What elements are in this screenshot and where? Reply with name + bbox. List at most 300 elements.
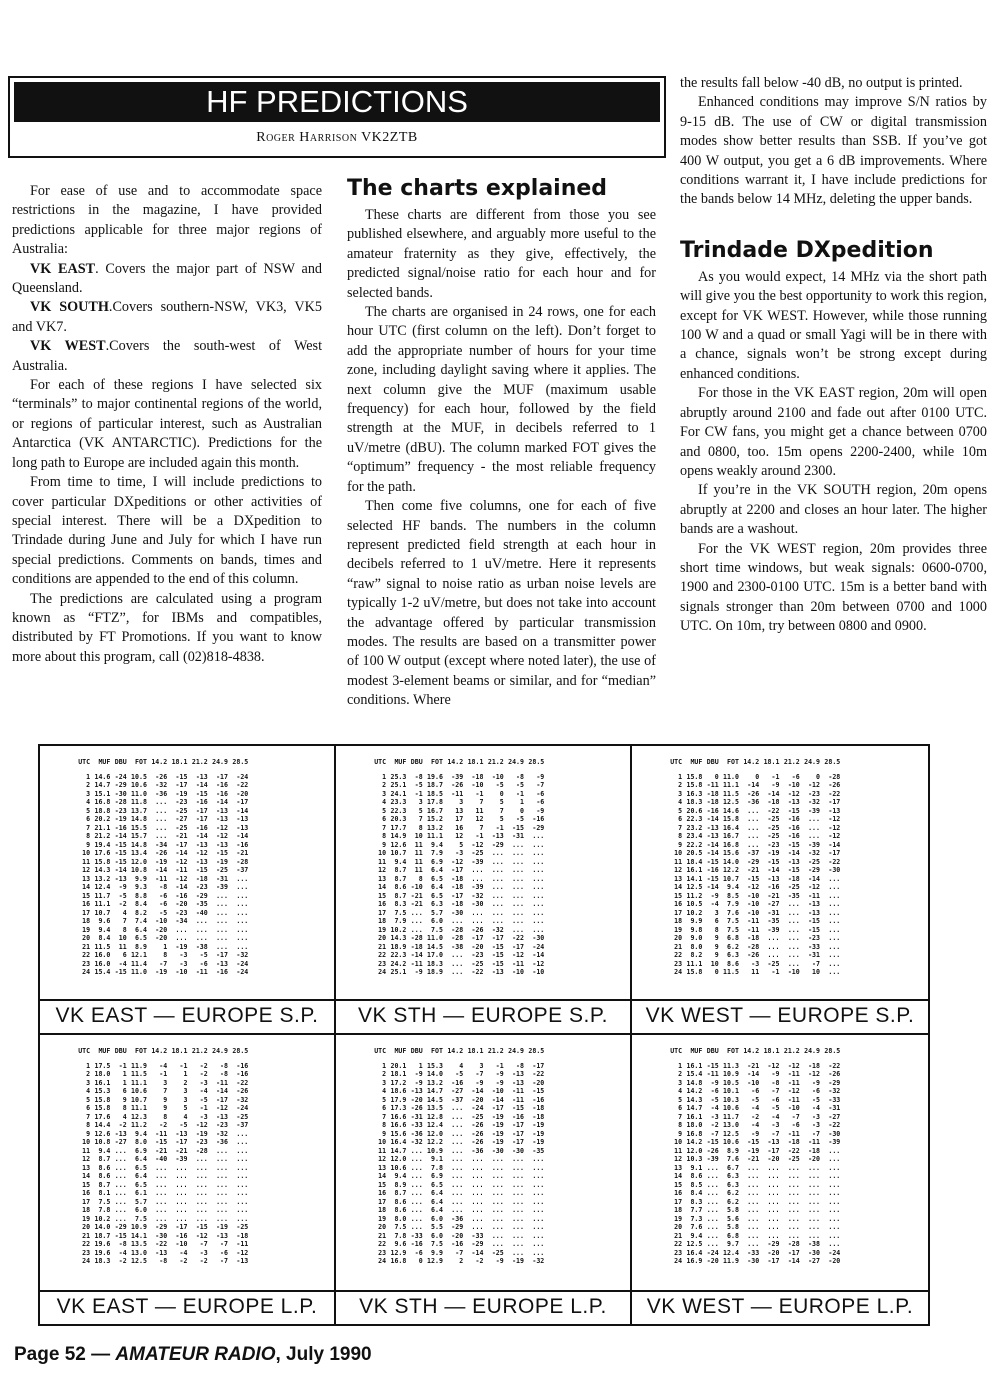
table-cell: ... — [491, 1155, 504, 1163]
table-cell: 7.5 — [394, 1223, 407, 1231]
table-cell: ... — [532, 925, 545, 934]
table-cell: -1 — [118, 1061, 127, 1070]
table-cell: ... — [471, 1197, 484, 1206]
table-row — [76, 883, 250, 892]
table-cell: 12.8 — [427, 1112, 443, 1121]
table-cell: -31 — [512, 832, 524, 840]
table-cell: 13.2 — [94, 874, 111, 883]
table-cell: ... — [828, 1206, 841, 1214]
table-cell: ... — [471, 1214, 484, 1223]
table-cell: 18.7 — [94, 1231, 111, 1240]
table-cell: ... — [828, 908, 841, 917]
table-cell: ... — [175, 1163, 188, 1172]
table-cell: -12 — [808, 883, 820, 891]
table-cell: ... — [532, 1214, 545, 1223]
table-cell: 7 — [479, 798, 484, 806]
table-cell: 8.9 — [135, 942, 147, 951]
table-cell: 12.9 — [427, 1257, 443, 1265]
table-cell: -17 — [787, 1248, 800, 1257]
table-cell: -26 — [471, 1129, 484, 1138]
table-row — [668, 1164, 842, 1173]
table-cell: ... — [114, 1189, 127, 1197]
table-cell: 15 — [82, 1180, 91, 1189]
table-cell: ... — [195, 1155, 208, 1163]
table-cell: ... — [236, 1146, 249, 1155]
panel-title: VK STH — EUROPE L.P. — [336, 1290, 630, 1322]
table-cell: -1 — [495, 1061, 504, 1070]
table-cell: 22 — [82, 1240, 91, 1248]
table-cell: -26 — [236, 1087, 249, 1095]
table-row — [76, 1172, 250, 1181]
table-cell: -19 — [532, 1121, 545, 1129]
table-row — [668, 1240, 842, 1249]
prediction-panel — [336, 746, 632, 1035]
table-cell: 1 — [418, 1061, 423, 1070]
paragraph: As you would expect, 14 MHz via the short path will give you the best opportunity to work this region, except for VK WEST. However, while those running 100 W and a quad or small Yagi will be in there with a chance, signals won’t be strong except during enhanced conditions. — [680, 268, 987, 382]
table-cell: -20 — [767, 1248, 780, 1257]
table-cell: -9 — [771, 781, 780, 789]
table-cell: 6.5 — [431, 1180, 443, 1189]
table-cell: -12 — [787, 789, 800, 798]
table-cell: 7.6 — [727, 1155, 739, 1163]
table-cell: 8 — [678, 1121, 683, 1129]
table-cell: 8.7 — [394, 891, 407, 900]
table-cell: -28 — [114, 798, 127, 806]
table-cell: -16 — [175, 891, 188, 900]
table-cell: -10 — [747, 900, 760, 908]
table-cell: 1 — [382, 772, 387, 781]
column-header: 18.1 — [763, 1047, 780, 1055]
table-cell: ... — [787, 1172, 800, 1180]
table-cell: ... — [512, 1180, 524, 1189]
table-cell: -28 — [451, 934, 464, 942]
table-cell: 8 — [382, 1121, 387, 1129]
table-cell: 8.3 — [690, 1197, 703, 1206]
table-cell: ... — [236, 925, 249, 934]
table-cell: 11.5 — [131, 1070, 147, 1078]
table-cell: 13 — [674, 1163, 683, 1172]
table-row — [372, 1164, 546, 1173]
table-cell: ... — [236, 1163, 249, 1172]
table-cell: 19 — [674, 1214, 683, 1223]
table-cell: -11 — [747, 925, 760, 934]
table-cell: 10.6 — [131, 1087, 147, 1095]
column-header: 24.9 — [212, 758, 228, 766]
table-cell: 6.3 — [727, 1172, 739, 1180]
table-cell: -30 — [155, 1231, 168, 1240]
table-cell: 18.0 — [94, 1070, 111, 1078]
table-cell: ... — [767, 1189, 780, 1197]
table-cell: -29 — [195, 891, 208, 900]
table-cell: -25 — [787, 1155, 800, 1163]
table-cell: ... — [491, 1197, 504, 1206]
table-cell: -32 — [216, 1129, 228, 1138]
table-cell: 5 — [86, 1095, 91, 1104]
table-cell: 6.7 — [727, 1163, 739, 1172]
table-cell: -9 — [710, 1078, 719, 1087]
table-cell: 7.5 — [431, 1240, 443, 1248]
table-cell: ... — [787, 1223, 800, 1231]
table-cell: ... — [828, 959, 841, 968]
table-cell: -19 — [532, 1129, 545, 1138]
table-cell: 19 — [378, 925, 387, 934]
table-cell: 13 — [455, 806, 464, 815]
table-cell: -18 — [808, 1146, 820, 1155]
table-cell: 16 — [674, 1189, 683, 1197]
table-cell: 14.2 — [686, 1138, 703, 1146]
table-cell: 12 — [378, 866, 387, 874]
table-cell: -33 — [410, 1231, 423, 1240]
table-cell: ... — [195, 1180, 208, 1189]
table-cell: 5.7 — [431, 908, 443, 917]
table-cell: -8 — [159, 1257, 168, 1265]
table-cell: -26 — [410, 1104, 423, 1112]
table-cell: -11 — [787, 1095, 800, 1104]
table-cell: -2 — [710, 1121, 719, 1129]
table-cell: -8 — [159, 883, 168, 891]
table-cell: 15.1 — [94, 789, 111, 798]
table-row — [668, 1189, 842, 1198]
table-cell: ... — [747, 806, 760, 815]
table-cell: -17 — [767, 1146, 780, 1155]
table-cell: -19 — [114, 815, 127, 823]
table-cell: -26 — [155, 772, 168, 781]
table-cell: 10.5 — [723, 1078, 739, 1087]
table-cell: 14 — [674, 883, 683, 891]
table-cell: 4 — [86, 798, 91, 806]
table-cell: ... — [410, 1155, 423, 1163]
table-row — [76, 909, 250, 918]
table-cell: -4 — [710, 900, 719, 908]
table-cell: 15.4 — [94, 968, 111, 976]
table-cell: ... — [532, 866, 545, 874]
table-cell: -17 — [175, 840, 188, 849]
table-cell: 0 — [714, 968, 719, 976]
table-cell: 11.5 — [723, 968, 739, 976]
table-cell: ... — [410, 1172, 423, 1180]
table-cell: 17.6 — [94, 1112, 111, 1121]
table-cell: 16 — [378, 900, 387, 908]
table-cell: 6.5 — [431, 891, 443, 900]
table-cell: ... — [114, 1206, 127, 1214]
table-cell: -11 — [787, 1129, 800, 1138]
table-cell: ... — [767, 1163, 780, 1172]
table-cell: -23 — [195, 883, 208, 891]
table-cell: -8 — [771, 1078, 780, 1087]
table-cell: -18 — [767, 798, 780, 806]
table-cell: 20 — [674, 934, 683, 942]
table-cell: 10.2 — [390, 925, 407, 934]
table-cell: 14.3 — [686, 1095, 703, 1104]
table-cell: 2 — [86, 781, 91, 789]
table-cell: -24 — [236, 772, 249, 781]
table-cell: -35 — [532, 1146, 545, 1155]
table-row — [76, 926, 250, 935]
table-cell: 17 — [455, 815, 464, 823]
table-cell: -4 — [118, 959, 127, 968]
table-cell: 11 — [414, 849, 423, 857]
region-vk-west — [12, 337, 322, 376]
table-cell: 16.8 — [686, 1129, 703, 1138]
table-cell: -26 — [828, 781, 841, 789]
table-cell: ... — [451, 1104, 464, 1112]
table-cell: -16 — [767, 883, 780, 891]
table-cell: ... — [767, 942, 780, 951]
column-header: 14.2 — [743, 758, 760, 766]
table-cell: -7 — [220, 1257, 228, 1265]
table-cell: -20 — [451, 1231, 464, 1240]
table-cell: -23 — [808, 789, 820, 798]
table-cell: -14 — [828, 840, 841, 849]
table-cell: 7.9 — [394, 917, 407, 925]
table-cell: ... — [216, 1214, 228, 1223]
table-cell: -1 — [179, 1061, 188, 1070]
table-cell: ... — [175, 1189, 188, 1197]
table-cell: 11.1 — [131, 1078, 147, 1087]
table-cell: 20 — [82, 934, 91, 942]
table-cell: ... — [216, 942, 228, 951]
table-cell: 16.4 — [390, 1138, 407, 1146]
table-cell: ... — [532, 908, 545, 917]
column-header: MUF — [690, 758, 703, 766]
table-cell: -32 — [828, 1087, 841, 1095]
table-row — [668, 781, 842, 790]
table-cell: -4 — [751, 1121, 760, 1129]
table-cell: ... — [216, 1197, 228, 1206]
table-row — [76, 1130, 250, 1139]
table-cell: ... — [451, 951, 464, 959]
table-cell: -15 — [216, 849, 228, 857]
prediction-table — [668, 758, 842, 977]
column-header: DBU — [114, 758, 127, 766]
table-cell: 5 — [499, 815, 504, 823]
table-cell: ... — [491, 874, 504, 883]
table-row — [372, 1181, 546, 1190]
table-cell: -14 — [787, 1257, 800, 1265]
table-cell: ... — [828, 942, 841, 951]
table-cell: 0 — [520, 806, 524, 815]
table-cell: 20 — [378, 1223, 387, 1231]
column-header: DBU — [114, 1047, 127, 1055]
column-header: MUF — [394, 1047, 407, 1055]
table-cell: 10.6 — [390, 1163, 407, 1172]
table-cell: 7 — [479, 823, 484, 832]
table-row — [76, 832, 250, 841]
table-row — [372, 1096, 546, 1105]
table-cell: 23.3 — [390, 798, 407, 806]
table-cell: ... — [216, 1163, 228, 1172]
table-cell: ... — [175, 1197, 188, 1206]
table-cell: 21 — [674, 942, 683, 951]
table-cell: -19 — [747, 1146, 760, 1155]
table-cell: ... — [451, 917, 464, 925]
table-cell: -19 — [532, 1138, 545, 1146]
table-cell: 11.0 — [723, 772, 739, 781]
column-header: 24.9 — [212, 1047, 228, 1055]
page-number: Page 52 — — [14, 1344, 116, 1365]
table-cell: -13 — [216, 840, 228, 849]
table-cell: 24 — [82, 968, 91, 976]
table-cell: ... — [216, 1189, 228, 1197]
table-cell: -17 — [175, 1138, 188, 1146]
table-cell: ... — [155, 823, 168, 832]
table-cell: 10.2 — [686, 908, 703, 917]
table-cell: 10 — [118, 934, 127, 942]
table-cell: ... — [216, 1206, 228, 1214]
paragraph: These charts are different from those you see published elsewhere, and arguably more useful to the amateur fraternity as they give, effectively, the predicted signal/noise ratio for each hour and for selected bands. — [347, 207, 656, 301]
table-cell: 8.7 — [394, 874, 407, 883]
table-cell: ... — [410, 1189, 423, 1197]
table-cell: 8.2 — [690, 951, 703, 959]
table-cell: 11.8 — [131, 798, 147, 806]
table-cell: ... — [236, 900, 249, 908]
paragraph: Then come five columns, one for each of five selected HF bands. The numbers in the column represent predicted field strength at each hour in decibels referred to 1 uV/metre. Here it represents “raw” signal to noise ratio as urban noise levels are typically 1-2 uV/metre, but does not take into account the advantage offered by particular transmission modes. The results are based on a transmitter power of 100 W output (except where noted later), the use of modest 3-element beams or similar, and for “median” conditions. Where — [347, 498, 656, 709]
table-cell: -15 — [787, 840, 800, 849]
table-cell: -11 — [512, 959, 524, 968]
table-cell: -11 — [236, 1240, 249, 1248]
byline: Roger Harrison VK2ZTB — [256, 130, 418, 145]
table-cell: 9 — [86, 840, 91, 849]
table-cell: 21 — [378, 942, 387, 951]
table-cell: -15 — [155, 1138, 168, 1146]
region-text: .Covers the south-west of West Australia. — [12, 338, 323, 374]
table-row — [76, 807, 250, 816]
table-cell: ... — [491, 849, 504, 857]
table-cell: ... — [787, 959, 800, 968]
table-cell: -3 — [199, 1248, 208, 1257]
table-cell: ... — [155, 1214, 168, 1223]
table-cell: ... — [828, 1214, 841, 1223]
column-header: UTC — [374, 1047, 387, 1055]
table-cell: 0 — [499, 789, 504, 798]
table-cell: 1 — [86, 772, 91, 781]
column-header: 24.9 — [804, 1047, 820, 1055]
prediction-table — [372, 1047, 546, 1266]
table-cell: -12 — [787, 1087, 800, 1095]
table-row — [76, 1240, 250, 1249]
table-cell: ... — [236, 1138, 249, 1146]
table-cell: -29 — [491, 840, 504, 849]
table-cell: -16 — [114, 823, 127, 832]
table-cell: 14.8 — [131, 815, 147, 823]
table-row — [76, 1215, 250, 1224]
table-cell: -9 — [414, 1070, 423, 1078]
table-cell: -23 — [195, 1138, 208, 1146]
column-header: 14.2 — [447, 1047, 464, 1055]
table-cell: -29 — [747, 857, 760, 866]
table-cell: 15.8 — [723, 815, 739, 823]
table-cell: ... — [828, 1231, 841, 1240]
table-row — [372, 1240, 546, 1249]
table-row — [372, 926, 546, 935]
table-cell: -36 — [471, 1146, 484, 1155]
table-cell: 5.8 — [727, 1223, 739, 1231]
table-row — [668, 866, 842, 875]
table-cell: -14 — [114, 832, 127, 840]
table-cell: 7 — [86, 1112, 91, 1121]
table-cell: ... — [410, 917, 423, 925]
table-cell: -2 — [199, 1257, 208, 1265]
table-cell: ... — [512, 849, 524, 857]
table-cell: ... — [512, 1172, 524, 1180]
table-cell: -10 — [175, 968, 188, 976]
column-header: UTC — [78, 758, 91, 766]
prediction-table — [76, 1047, 250, 1266]
table-cell: -15 — [747, 874, 760, 883]
table-cell: -12 — [195, 1231, 208, 1240]
table-cell: 13 — [674, 874, 683, 883]
table-cell: -28 — [747, 942, 760, 951]
table-cell: 8.6 — [394, 1197, 407, 1206]
table-cell: -33 — [471, 1231, 484, 1240]
table-cell: 16.8 — [390, 1257, 407, 1265]
table-row — [76, 1096, 250, 1105]
table-cell: 7.7 — [690, 1206, 703, 1214]
table-cell: -24 — [114, 772, 127, 781]
table-cell: 7.5 — [727, 917, 739, 925]
table-cell: 9.4 — [394, 1172, 407, 1180]
table-cell: -7 — [199, 1240, 208, 1248]
table-cell: ... — [216, 917, 228, 925]
table-cell: ... — [706, 1163, 719, 1172]
table-cell: -25 — [767, 815, 780, 823]
table-cell: -11 — [155, 1129, 168, 1138]
table-row — [668, 1062, 842, 1071]
table-cell: 18.3 — [427, 959, 443, 968]
table-cell: 6.5 — [135, 934, 147, 942]
table-cell: 11.0 — [131, 789, 147, 798]
table-cell: -21 — [747, 866, 760, 874]
table-cell: 17 — [378, 1197, 387, 1206]
table-cell: 9.4 — [394, 857, 407, 866]
table-cell: -26 — [828, 1070, 841, 1078]
table-cell: 23 — [378, 1248, 387, 1257]
table-cell: 14.5 — [427, 1095, 443, 1104]
table-cell: -6 — [536, 789, 545, 798]
table-cell: -16 — [451, 1078, 464, 1087]
table-cell: -38 — [808, 1240, 820, 1248]
table-cell: 8.1 — [98, 1189, 111, 1197]
table-row — [76, 798, 250, 807]
table-cell: 10.3 — [686, 1155, 703, 1163]
table-cell: ... — [808, 1214, 820, 1223]
table-cell: 7.5 — [727, 925, 739, 934]
table-cell: -18 — [195, 874, 208, 883]
table-cell: 6.0 — [431, 917, 443, 925]
table-cell: -25 — [236, 1112, 249, 1121]
table-cell: 7 — [122, 917, 127, 925]
table-cell: ... — [828, 883, 841, 891]
table-row — [668, 858, 842, 867]
table-cell: 8.5 — [727, 891, 739, 900]
table-cell: ... — [828, 891, 841, 900]
table-cell: ... — [828, 1180, 841, 1189]
table-cell: -13 — [195, 840, 208, 849]
table-cell: -13 — [236, 823, 249, 832]
table-cell: -32 — [808, 798, 820, 806]
table-cell: -19 — [512, 1257, 524, 1265]
table-cell: 1 — [183, 1070, 188, 1078]
table-cell: -7 — [455, 1248, 464, 1257]
table-cell: ... — [216, 908, 228, 917]
column-1 — [12, 182, 322, 667]
table-cell: -25 — [216, 866, 228, 874]
table-cell: 6 — [382, 1104, 387, 1112]
table-cell: -21 — [410, 891, 423, 900]
table-cell: -25 — [787, 883, 800, 891]
table-cell: 10 — [674, 1138, 683, 1146]
table-cell: 22.3 — [686, 815, 703, 823]
